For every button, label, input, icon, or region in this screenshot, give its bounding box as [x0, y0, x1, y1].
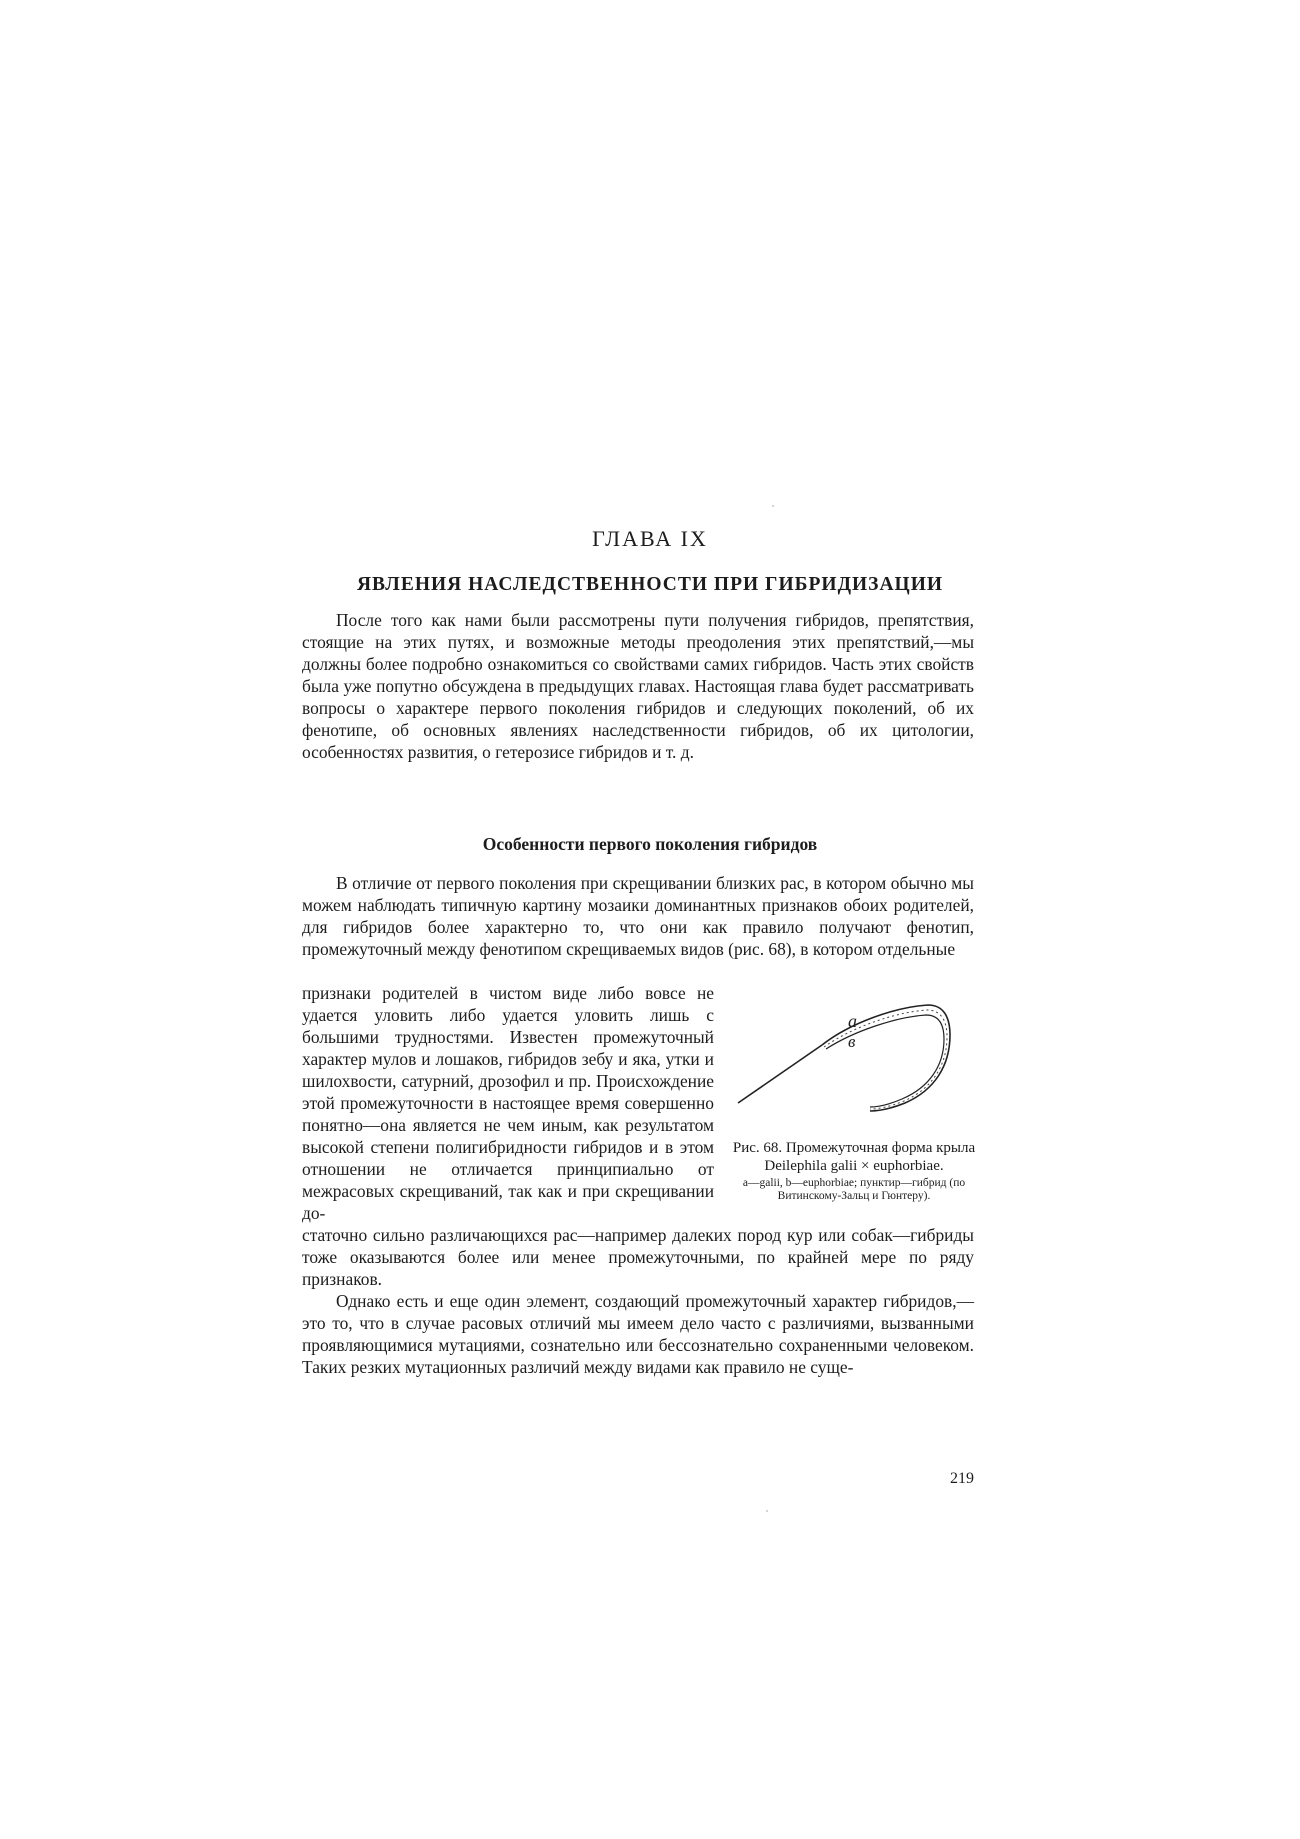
body-paragraph-1-end-block [302, 1224, 974, 1290]
body-paragraph-1-end: статочно сильно различающихся рас—например далеких пород кур или собак—гибриды тоже оказываются более или менее промежуточными, по крайней мере по ряду признаков. [302, 1225, 974, 1289]
page-number: 219 [950, 1470, 974, 1487]
figure-68 [730, 985, 978, 1203]
figure-caption: Рис. 68. Промежуточная форма крыла Deilephila galii × euphorbiae. [732, 1140, 976, 1174]
wrapped-text-column [302, 982, 714, 1224]
figure-note: a—galii, b—euphorbiae; пунктир—гибрид (по Витинскому-Зальц и Гюнтеру). [742, 1177, 966, 1202]
intro-paragraph: После того как нами были рассмотрены пути получения гибридов, препятствия, стоящие на этих путях, и возможные методы преодоления этих препятствий,—мы должны более подробно ознакомиться со свойствами самих гибридов. Часть этих свойств была уже попутно обсуждена в предыдущих главах. Настоящая глава будет рассматривать вопросы о характере первого поколения гибридов и следующих поколений, об их фенотипе, об основных явлениях наследственности гибридов, об их цитологии, особенностях развития, о гетерозисе гибридов и т. д. [302, 610, 974, 762]
wing-outline-b [826, 1015, 944, 1107]
section-heading: Особенности первого поколения гибридов [482, 834, 818, 854]
body-paragraph-1-start: В отличие от первого поколения при скрещивании близких рас, в котором обычно мы можем наблюдать типичную картину мозаики доминантных признаков обоих родителей, для гибридов более характерно то, что они как правило получают фенотип, промежуточный между фенотипом скрещиваемых видов (рис. 68), в котором отдельные [302, 873, 974, 959]
wing-base-line [738, 1045, 822, 1103]
figure-label-a: a [848, 1011, 857, 1031]
body-paragraph-2-block [302, 1290, 974, 1378]
wing-outline-a [822, 1005, 950, 1111]
figure-label-b: в [848, 1032, 856, 1051]
wing-outline-drawing [730, 985, 978, 1135]
wing-outline-hybrid [824, 1010, 947, 1109]
scan-speck [772, 505, 774, 507]
chapter-label: ГЛАВА IX [592, 526, 708, 551]
body-paragraph-1-wrap: признаки родителей в чистом виде либо вовсе не удается уловить либо удается уловить лишь с большими трудностями. Известен промежуточный характер мулов и лошаков, гибридов зебу и яка, утки и шилохвости, сатурний, дрозофил и пр. Происхождение этой промежуточности в настоящее время совершенно понятно—она является не чем иным, как результатом высокой степени полигибридности гибридов и в этом отношении не отличается принципиально от межрасовых скрещиваний, так как и при скрещивании до- [302, 983, 714, 1223]
body-paragraph-1-start-block [302, 872, 974, 960]
scan-speck [766, 1510, 768, 1512]
intro-block [302, 609, 974, 763]
chapter-title: ЯВЛЕНИЯ НАСЛЕДСТВЕННОСТИ ПРИ ГИБРИДИЗАЦИИ [356, 574, 944, 595]
body-paragraph-2: Однако есть и еще один элемент, создающий промежуточный характер гибридов,—это то, что в случае расовых отличий мы имеем дело часто с различиями, вызванными проявляющимися мутациями, сознательно или бессознательно сохраненными человеком. Таких резких мутационных различий между видами как правило не суще- [302, 1291, 974, 1377]
